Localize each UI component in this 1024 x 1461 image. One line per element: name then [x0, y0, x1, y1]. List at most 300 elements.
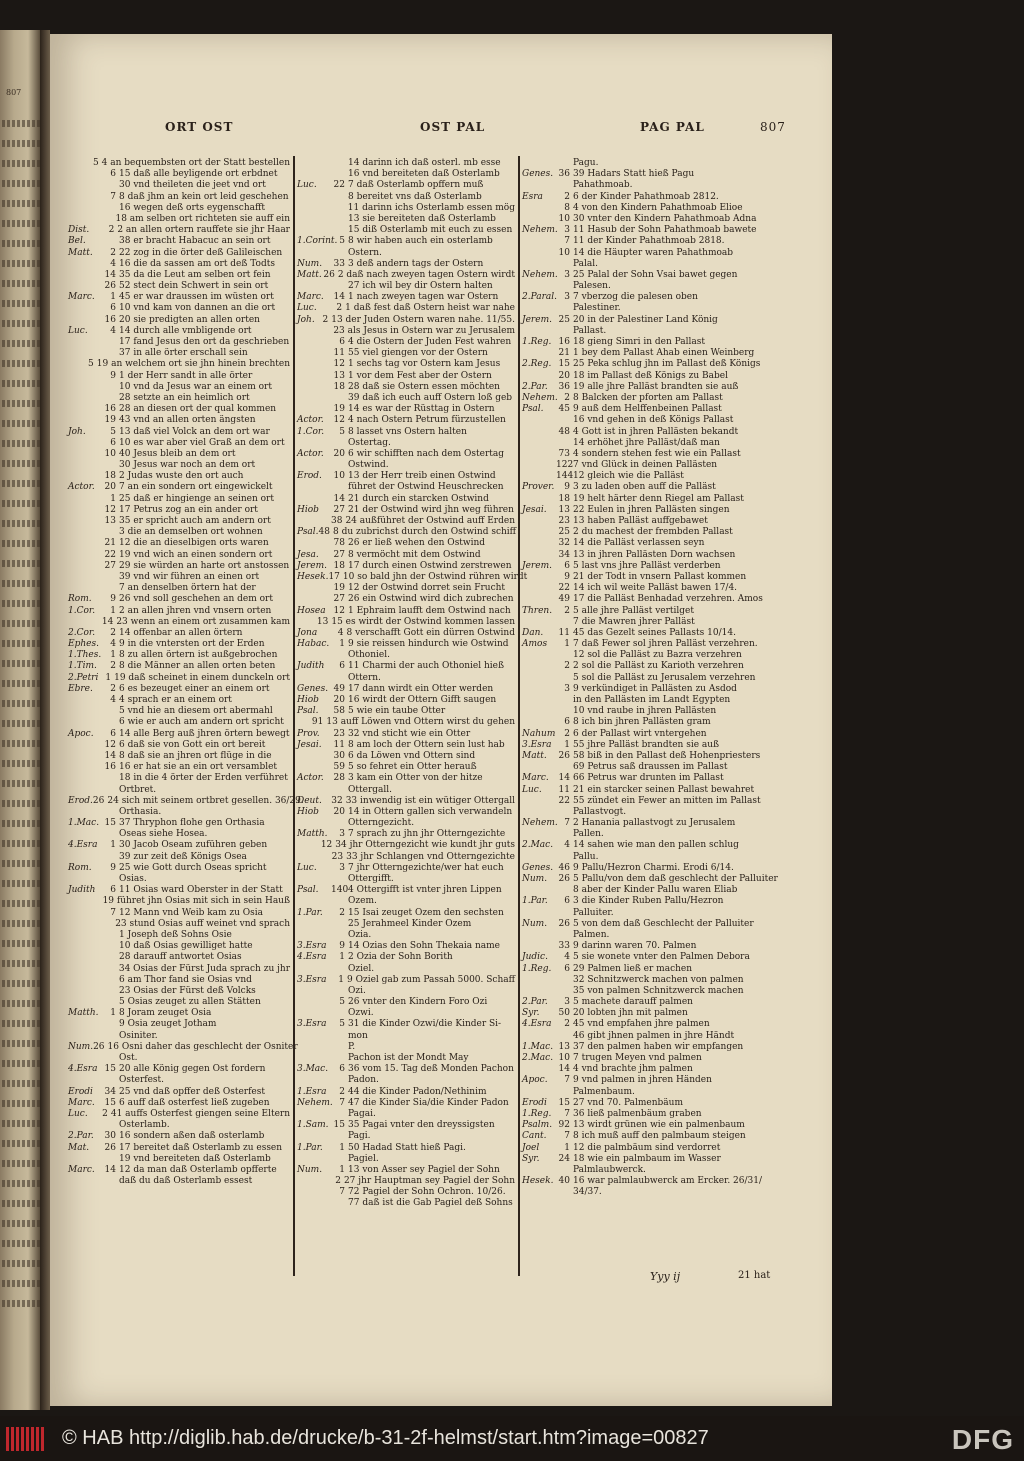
entry-book	[522, 1064, 556, 1075]
entry-chapter: 2	[564, 191, 570, 202]
index-entry	[522, 919, 784, 930]
entry-text: 2 an allen jhren vnd vnsern orten	[119, 605, 272, 616]
index-entry	[297, 1187, 515, 1198]
left-page-text-fragment	[2, 240, 42, 247]
index-entry	[68, 896, 290, 907]
entry-chapter	[556, 650, 573, 661]
index-entry	[297, 1143, 515, 1154]
entry-text: 2 Judas wuste den ort auch	[119, 471, 244, 482]
index-column-2	[297, 158, 528, 1240]
entry-book	[68, 617, 100, 628]
index-entry	[297, 158, 515, 169]
entry-chapter: 2	[110, 683, 116, 694]
entry-text: 5 alle jhre Palläst vertilget	[573, 605, 694, 616]
entry-text: 13 der Juden Ostern waren nahe. 11/55.	[331, 314, 515, 325]
entry-text: 45 vnd empfahen jhre palmen	[573, 1019, 710, 1030]
entry-text: 27 vnd 70. Palmenbäum	[573, 1097, 683, 1108]
index-entry	[522, 1008, 784, 1019]
entry-text: 18 gieng Simri in den Pallast	[573, 337, 705, 347]
entry-text: 33 jhr Schlangen vnd Otterngezichte	[346, 851, 515, 862]
entry-text: 16 vnd bereiteten daß Osterlamb	[348, 169, 500, 180]
entry-chapter: 7	[564, 1108, 570, 1119]
index-entry	[68, 1143, 290, 1154]
entry-chapter	[331, 281, 348, 292]
entry-chapter	[331, 214, 348, 225]
entry-chapter	[102, 1053, 119, 1064]
entry-book: Jerem.	[522, 560, 552, 571]
entry-text: 9 Pallu/Hezron Charmi. Erodi 6/14.	[573, 862, 734, 873]
index-entry	[68, 986, 290, 997]
entry-chapter	[102, 382, 119, 393]
entry-chapter: 36	[558, 381, 570, 392]
index-entry	[68, 818, 290, 829]
index-entry	[522, 359, 784, 370]
left-page-text-fragment	[2, 660, 42, 667]
entry-book	[297, 326, 321, 337]
entry-chapter	[102, 203, 119, 214]
entry-book: 4.Esra	[522, 1019, 552, 1030]
entry-text: 40 Jesus bleib an dem ort	[119, 448, 236, 459]
entry-chapter: 11	[333, 348, 345, 359]
entry-book	[68, 1019, 102, 1030]
entry-chapter: 20	[333, 695, 345, 705]
entry-chapter: 6	[110, 728, 116, 739]
entry-chapter: 7	[564, 236, 570, 247]
index-entry	[522, 975, 784, 986]
index-entry	[522, 1165, 784, 1176]
entry-book	[297, 460, 331, 471]
left-page-text-fragment	[2, 920, 42, 927]
entry-chapter: 59	[333, 762, 345, 773]
index-entry	[522, 1087, 784, 1098]
entry-chapter	[100, 214, 116, 225]
entry-book: Erod.	[297, 471, 322, 482]
index-entry	[297, 606, 515, 617]
index-entry	[297, 1176, 515, 1187]
entry-book	[68, 550, 102, 561]
entry-text: 19 vnd wich an einen sondern ort	[119, 549, 273, 560]
index-entry	[68, 427, 290, 438]
entry-chapter: 3	[564, 225, 570, 236]
entry-book	[297, 964, 331, 975]
index-entry	[297, 292, 515, 303]
index-entry	[297, 863, 515, 874]
entry-text: 4 von den Kindern Pahathmoab Elioe	[573, 202, 743, 213]
entry-book	[68, 919, 99, 930]
entry-text: 14 es war der Rüsttag in Ostern	[348, 404, 495, 415]
entry-book	[68, 203, 102, 214]
entry-book	[68, 538, 102, 549]
entry-book	[297, 1131, 331, 1142]
entry-chapter	[331, 930, 348, 941]
entry-book: Num.	[522, 918, 548, 929]
entry-text: 12 sol die Palläst zu Bazra verzehren	[573, 650, 742, 661]
entry-book: Actor.	[297, 448, 324, 459]
index-entry	[68, 1075, 290, 1086]
entry-book: 1.Sam.	[297, 1120, 329, 1131]
entry-text: 9 auß dem Helffenbeinen Pallast	[573, 404, 722, 415]
entry-text: 13 von Asser sey Pagiel der Sohn	[348, 1164, 500, 1175]
entry-book: Mat.	[68, 1142, 90, 1153]
entry-text: 24 außführet der Ostwind auff Erden	[345, 516, 515, 526]
entry-text: 8 vermöcht mit dem Ostwind	[348, 549, 481, 560]
index-entry	[522, 661, 784, 672]
entry-book	[68, 259, 102, 270]
entry-text: 5 so fehret ein Otter herauß	[348, 762, 477, 773]
entry-chapter: 25	[558, 527, 570, 538]
entry-text: 23 Osias der Fürst deß Volcks	[119, 985, 256, 996]
index-entry	[297, 192, 515, 203]
index-entry	[297, 1064, 515, 1075]
entry-book	[68, 449, 102, 460]
entry-text: 14 offenbar an allen örtern	[119, 627, 243, 638]
index-entry	[68, 997, 290, 1008]
index-entry	[297, 270, 515, 281]
entry-text: 2 an allen ortern rauffete sie jhr Haar	[117, 225, 290, 236]
entry-text: 25 wie Gott durch Oseas spricht	[119, 862, 267, 873]
entry-book: Hiob	[297, 504, 319, 515]
footer-copyright-url[interactable]: © HAB http://diglib.hab.de/drucke/b-31-2f-helmst/start.htm?image=00827	[62, 1427, 709, 1449]
entry-text: 8 die Männer an allen orten beten	[119, 661, 276, 672]
index-entry	[522, 818, 784, 829]
index-entry	[522, 427, 784, 438]
index-entry	[522, 863, 784, 874]
entry-book: Marc.	[68, 292, 95, 303]
entry-book	[297, 516, 329, 527]
index-entry	[68, 1087, 290, 1098]
left-page-text-fragment	[2, 840, 42, 847]
entry-book: 1.Esra	[297, 1086, 327, 1097]
entry-chapter	[102, 393, 119, 404]
entry-chapter: 14	[104, 269, 116, 280]
entry-chapter: 91	[311, 717, 324, 728]
left-page-text-fragment	[2, 1080, 42, 1087]
index-entry	[297, 840, 515, 851]
entry-text: 30 vnd theileten die jeet vnd ort	[119, 180, 266, 191]
entry-text: 20 sie predigten an allen orten	[119, 314, 260, 325]
entry-text: 8 daß sie an jhren ort flüge in die	[119, 750, 272, 761]
entry-chapter	[102, 180, 119, 191]
index-entry	[68, 180, 290, 191]
entry-chapter: 23	[331, 851, 344, 862]
entry-chapter: 7	[564, 1075, 570, 1086]
entry-book: Nehem.	[522, 269, 558, 280]
hab-logo-icon	[6, 1425, 50, 1453]
left-page-text-fragment	[2, 1040, 42, 1047]
entry-book	[297, 650, 331, 661]
entry-chapter	[102, 717, 119, 728]
index-entry	[68, 908, 290, 919]
entry-book	[297, 617, 317, 628]
entry-chapter	[102, 773, 119, 784]
entry-book: Ebre.	[68, 683, 93, 694]
entry-chapter: 9	[564, 571, 570, 582]
entry-book	[522, 594, 556, 605]
entry-chapter	[331, 986, 348, 997]
left-page-text-fragment	[2, 200, 42, 207]
entry-chapter	[102, 1019, 119, 1030]
entry-text: 6 da Löwen vnd Ottern sind	[348, 750, 476, 761]
index-entry	[297, 460, 515, 471]
index-entry	[522, 1053, 784, 1064]
entry-text: Osias.	[119, 874, 147, 884]
index-entry	[522, 326, 784, 337]
entry-text: 16 war palmlaubwerck am Ercker. 26/31/	[573, 1176, 763, 1187]
entry-chapter	[556, 695, 573, 706]
entry-book: Apoc.	[68, 728, 94, 739]
entry-book	[297, 762, 331, 773]
signature-mark: Yyy ij	[650, 1270, 681, 1283]
entry-chapter: 1	[339, 952, 345, 963]
entry-book: Joel	[522, 1142, 540, 1153]
entry-chapter: 6	[564, 560, 570, 571]
entry-text: 22 zog in die örter deß Galileischen	[119, 247, 283, 258]
left-page-text-fragment	[2, 120, 42, 127]
entry-book	[297, 594, 331, 605]
index-entry	[522, 158, 784, 169]
index-entry	[522, 1131, 784, 1142]
index-entry	[297, 303, 515, 314]
entry-text: 36 ließ palmenbäum graben	[573, 1108, 702, 1119]
entry-book	[68, 438, 102, 449]
entry-chapter	[331, 482, 348, 493]
index-entry	[68, 661, 290, 672]
index-entry	[68, 438, 290, 449]
left-page-text-fragment	[2, 1160, 42, 1167]
entry-book: Habac.	[297, 639, 330, 650]
entry-chapter	[331, 785, 348, 796]
entry-text: 8 aber der Kinder Pallu waren Eliab	[573, 885, 738, 896]
entry-text: 45 er war draussen im wüsten ort	[119, 292, 274, 303]
entry-chapter: 4	[110, 639, 116, 650]
index-entry	[297, 1008, 515, 1019]
entry-chapter: 50	[558, 1008, 570, 1019]
entry-chapter	[331, 964, 348, 975]
entry-chapter	[556, 908, 573, 919]
entry-text: 2 Ozia der Sohn Borith	[348, 952, 453, 963]
index-entry	[522, 538, 784, 549]
index-entry	[297, 561, 515, 572]
running-head-1: ORT OST	[165, 120, 234, 134]
left-page-text-fragment	[2, 720, 42, 727]
entry-book	[522, 717, 556, 728]
entry-text: 8 wir haben auch ein osterlamb	[348, 236, 493, 247]
entry-book	[68, 192, 102, 203]
entry-chapter: 34	[104, 1086, 116, 1097]
index-entry	[297, 650, 515, 661]
entry-book	[522, 180, 556, 191]
entry-text: Osterfest.	[119, 1075, 164, 1086]
entry-text: 6 wir schifften nach dem Ostertag	[348, 448, 504, 459]
entry-chapter: 7	[110, 191, 116, 202]
entry-book: Jerem.	[297, 560, 327, 571]
left-page-text-fragment	[2, 1200, 42, 1207]
entry-chapter: 1	[110, 1008, 116, 1019]
index-entry	[297, 583, 515, 594]
entry-chapter: 5	[88, 359, 94, 370]
entry-chapter	[102, 829, 119, 840]
index-entry	[297, 751, 515, 762]
index-entry	[297, 908, 515, 919]
entry-text: 1 vor dem Fest aber der Ostern	[348, 370, 492, 381]
entry-chapter	[331, 460, 348, 471]
entry-chapter: 73	[558, 448, 570, 459]
entry-text: 17 die Palläst Benhadad verzehren. Amos	[573, 594, 763, 605]
index-entry	[68, 214, 290, 225]
entry-chapter: 2	[102, 1108, 108, 1119]
entry-text: 6 der Pallast wirt vntergehen	[573, 728, 707, 739]
index-entry	[297, 550, 515, 561]
entry-text: Ozia.	[348, 929, 372, 940]
entry-text: 19 helt härter denn Riegel am Pallast	[573, 493, 744, 504]
entry-book	[68, 1120, 102, 1131]
index-entry	[297, 505, 515, 516]
entry-book	[68, 930, 102, 941]
index-entry	[297, 315, 515, 326]
index-entry	[297, 773, 515, 784]
index-entry	[297, 941, 515, 952]
entry-chapter	[102, 527, 119, 538]
entry-chapter: 28	[333, 773, 345, 784]
entry-chapter: 26	[104, 1142, 116, 1153]
entry-text: 43 vnd an allen orten ängsten	[119, 415, 256, 426]
index-entry	[68, 326, 290, 337]
index-entry	[522, 415, 784, 426]
left-page-text-fragment	[2, 1240, 42, 1247]
index-entry	[522, 1042, 784, 1053]
entry-book: Luc.	[297, 862, 317, 873]
entry-book: Nehem.	[522, 225, 558, 236]
index-entry	[522, 438, 784, 449]
entry-chapter: 40	[558, 1176, 570, 1187]
entry-text: 9 vnd palmen in jhren Händen	[573, 1075, 712, 1086]
entry-chapter: 92	[558, 1120, 570, 1131]
entry-book	[522, 706, 556, 717]
entry-text: 35 da die Leut am selben ort fein	[119, 269, 271, 280]
index-entry	[522, 393, 784, 404]
entry-text: 8 Joram zeuget Osia	[119, 1008, 212, 1019]
entry-chapter: 22	[333, 180, 345, 191]
left-page-text-fragment	[2, 360, 42, 367]
entry-text: 17 Petrus zog an ein ander ort	[119, 504, 258, 515]
entry-text: 1 bey dem Pallast Ahab einen Weinberg	[573, 348, 755, 359]
entry-text: 35 von palmen Schnitzwerck machen	[573, 985, 744, 996]
entry-chapter: 1	[105, 672, 112, 683]
entry-text: Pallastvogt.	[573, 806, 627, 817]
entry-text: 25 Palal der Sohn Vsai bawet gegen	[573, 269, 738, 280]
entry-chapter: 5	[92, 158, 99, 168]
entry-text: Pagi.	[348, 1131, 371, 1142]
entry-chapter	[102, 975, 119, 986]
entry-book	[522, 650, 556, 661]
left-page-text-fragment	[2, 820, 42, 827]
entry-book	[297, 751, 331, 762]
entry-chapter: 78	[333, 538, 345, 549]
entry-book: 2.Par.	[522, 997, 548, 1008]
entry-text: 4 an bequembsten ort der Statt bestellen	[101, 158, 290, 168]
entry-chapter	[556, 303, 573, 314]
entry-book	[68, 527, 102, 538]
entry-book: Thren.	[522, 605, 553, 616]
index-entry	[522, 337, 784, 348]
left-page-text-fragment	[2, 1120, 42, 1127]
entry-chapter	[556, 326, 573, 337]
index-entry	[68, 785, 290, 796]
index-entry	[522, 315, 784, 326]
entry-book	[68, 706, 102, 717]
entry-chapter	[556, 673, 573, 684]
index-entry	[68, 538, 290, 549]
entry-text: 6 der Kinder Pahathmoab 2812.	[573, 191, 719, 202]
entry-text: 14 alle Berg auß jhren örtern bewegt	[119, 728, 290, 739]
entry-book	[297, 169, 331, 180]
entry-book: Hiob	[297, 806, 319, 817]
entry-chapter: 2	[564, 728, 570, 739]
entry-text: Ottern.	[348, 672, 381, 683]
entry-book	[68, 359, 86, 370]
entry-book	[297, 371, 331, 382]
index-entry	[522, 527, 784, 538]
left-page-text-fragment	[2, 140, 42, 147]
entry-book	[68, 315, 102, 326]
left-page-text-fragment	[2, 160, 42, 167]
entry-chapter: 1	[339, 1164, 345, 1175]
entry-chapter: 4	[110, 695, 116, 705]
index-entry	[297, 975, 515, 986]
entry-text: 5 last vns jhre Palläst verderben	[573, 560, 721, 571]
entry-chapter: 4	[110, 258, 116, 269]
index-entry	[68, 717, 290, 728]
entry-book	[522, 259, 556, 270]
index-entry	[68, 695, 290, 706]
entry-book: 4.Esra	[297, 952, 327, 963]
left-page-text-fragment	[2, 440, 42, 447]
entry-text: 32 vnd sticht wie ein Otter	[348, 728, 471, 739]
entry-chapter: 30	[333, 750, 345, 761]
entry-book: Judic.	[522, 952, 548, 963]
index-entry	[68, 494, 290, 505]
entry-book: 2.Petri	[68, 672, 99, 683]
entry-text: 9 sie reissen hindurch wie Ostwind	[348, 639, 509, 650]
entry-chapter: 26	[558, 750, 570, 761]
entry-book: Genes.	[522, 169, 554, 180]
entry-book	[68, 896, 90, 907]
entry-text: 10 vnd raube in jhren Pallästen	[573, 706, 717, 717]
entry-book	[522, 326, 556, 337]
index-entry	[522, 1109, 784, 1120]
entry-book: Erodi	[68, 1086, 93, 1097]
index-entry	[522, 404, 784, 415]
entry-book	[297, 1154, 331, 1165]
entry-chapter	[331, 1008, 348, 1019]
entry-chapter	[102, 1120, 119, 1131]
entry-book	[522, 1187, 556, 1198]
entry-book	[297, 896, 331, 907]
entry-chapter: 19	[333, 583, 345, 594]
index-entry	[297, 594, 515, 605]
entry-book	[68, 393, 102, 404]
index-entry	[297, 371, 515, 382]
entry-text: 5 von dem daß Geschlecht der Palluiter	[573, 918, 754, 929]
entry-book	[297, 248, 331, 259]
index-entry	[522, 236, 784, 247]
entry-book: Rom.	[68, 594, 92, 605]
entry-book: Hesek.	[297, 571, 329, 582]
entry-text: 37 in alle örter erschall sein	[119, 348, 248, 359]
entry-book	[522, 807, 556, 818]
index-entry	[522, 1120, 784, 1131]
entry-text: 26 vnter den Kindern Foro Ozi	[348, 997, 488, 1008]
